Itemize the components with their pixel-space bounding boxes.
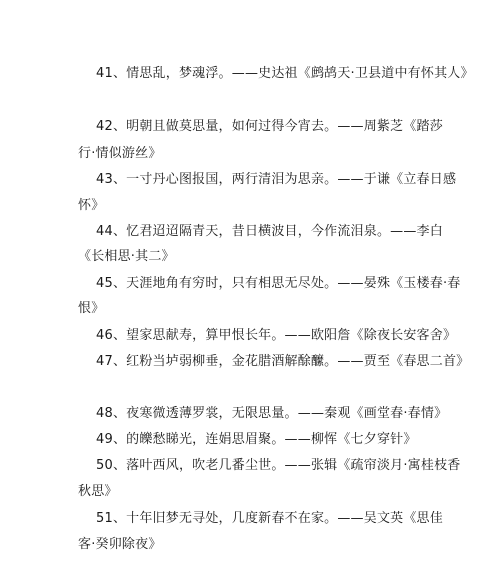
poem-line-47: 47、红粉当垆弱柳垂，金花腊酒解酴醿。——贾至《春思二首》 [96, 354, 470, 369]
poem-line-42: 42、明朝且做莫思量，如何过得今宵去。——周紫芝《踏莎 [96, 119, 443, 134]
poem-line-43-cont: 怀》 [78, 198, 105, 213]
poem-line-46: 46、望家思献寿，算甲恨长年。——欧阳詹《除夜长安客舍》 [96, 328, 457, 343]
poem-line-44-cont: 《长相思·其二》 [78, 249, 175, 264]
poem-line-44: 44、忆君迢迢隔青天，昔日横波目，今作流泪泉。——李白 [96, 224, 443, 239]
poem-line-45: 45、天涯地角有穷时，只有相思无尽处。——晏殊《玉楼春·春 [96, 276, 461, 291]
poem-line-41: 41、情思乱，梦魂浮。——史达祖《鹧鸪天·卫县道中有怀其人》 [96, 66, 474, 81]
poem-line-42-cont: 行·情似游丝》 [78, 146, 162, 161]
poem-line-51-cont: 客·癸卯除夜》 [78, 537, 162, 552]
poem-line-50: 50、落叶西风，吹老几番尘世。——张辑《疏帘淡月·寓桂枝香 [96, 458, 461, 473]
poem-line-51: 51、十年旧梦无寻处，几度新春不在家。——吴文英《思佳 [96, 511, 443, 526]
poem-line-48: 48、夜寒微透薄罗裳，无限思量。——秦观《画堂春·春情》 [96, 406, 448, 421]
poem-line-43: 43、一寸丹心图报国，两行清泪为思亲。——于谦《立春日感 [96, 172, 457, 187]
poem-line-50-cont: 秋思》 [78, 484, 118, 499]
poem-line-49: 49、的皪愁睇光，连娟思眉聚。——柳恽《七夕穿针》 [96, 432, 417, 447]
poem-line-45-cont: 恨》 [78, 301, 105, 316]
